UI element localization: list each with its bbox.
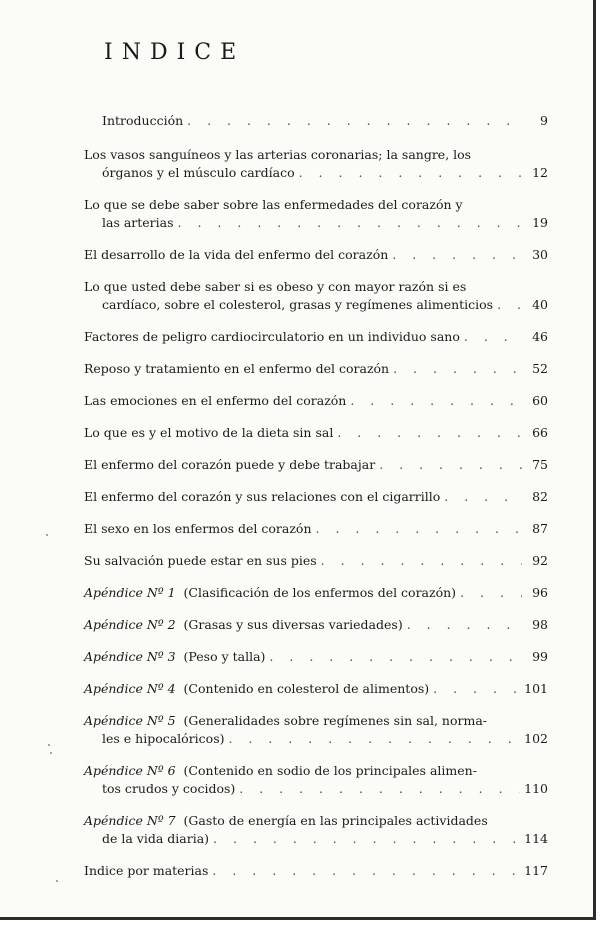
toc-entry-title: Factores de peligro cardiocirculatorio en un individuo sano	[84, 329, 460, 344]
toc-entry-title: Introducción	[102, 113, 184, 128]
toc-entry-page: 102	[524, 731, 548, 746]
toc-appendix-entry	[84, 584, 548, 602]
toc-entry-title: (Clasificación de los enfermos del corazón)	[183, 585, 457, 600]
toc-entry	[84, 392, 548, 410]
appendix-label: Apéndice Nº 4	[84, 681, 176, 696]
toc-entry-title-line1: (Gasto de energía en las principales actividades	[183, 813, 488, 828]
toc-appendix-entry	[84, 680, 548, 698]
appendix-label: Apéndice Nº 1	[84, 585, 176, 600]
appendix-label: Apéndice Nº 3	[84, 649, 176, 664]
toc-entry-page: 101	[524, 681, 548, 696]
appendix-label: Apéndice Nº 7	[84, 813, 176, 828]
toc-entry	[84, 520, 548, 538]
toc-entry	[84, 552, 548, 570]
toc-entry-page: 52	[532, 361, 548, 376]
toc-entry	[84, 862, 548, 880]
toc-entry-title: órganos y el músculo cardíaco	[102, 165, 295, 180]
toc-entry-page: 12	[532, 165, 548, 180]
toc-entry-page: 82	[532, 489, 548, 504]
toc-entry-title: (Grasas y sus diversas variedades)	[183, 617, 403, 632]
toc-entry	[84, 196, 548, 232]
toc-entry-title-line1: Lo que se debe saber sobre las enfermedades del corazón y	[84, 197, 463, 212]
page-title: INDICE	[104, 40, 246, 65]
toc-appendix-entry	[84, 712, 548, 748]
toc-entry-title: Reposo y tratamiento en el enfermo del corazón	[84, 361, 390, 376]
paper-speck	[56, 880, 58, 882]
toc-entry-title-line1: (Contenido en sodio de los principales alimen-	[183, 763, 477, 778]
toc-entry	[84, 360, 548, 378]
toc-entry-title: les e hipocalóricos)	[102, 731, 225, 746]
toc-entry-title: las arterias	[102, 215, 174, 230]
toc-entry	[84, 424, 548, 442]
toc-entry-title-line1: Lo que usted debe saber si es obeso y con mayor razón si es	[84, 279, 467, 294]
toc-entry	[84, 328, 548, 346]
toc-appendix-entry	[84, 616, 548, 634]
toc-entry-page: 92	[532, 553, 548, 568]
toc-entry-page: 117	[524, 863, 548, 878]
toc-entry-title: Su salvación puede estar en sus pies	[84, 553, 317, 568]
toc-entry-page: 9	[540, 113, 548, 128]
toc-entry	[84, 278, 548, 314]
paper-speck	[46, 534, 48, 536]
toc-entry-title: de la vida diaria)	[102, 831, 210, 846]
toc-entry-title-line1: (Generalidades sobre regímenes sin sal, norma-	[183, 713, 487, 728]
toc-entry-page: 75	[532, 457, 548, 472]
toc-entry-page: 99	[532, 649, 548, 664]
toc-entry-page: 98	[532, 617, 548, 632]
paper-speck	[48, 744, 50, 746]
toc-entry-page: 87	[532, 521, 548, 536]
toc-entry-title: El sexo en los enfermos del corazón	[84, 521, 312, 536]
toc-entry-page: 96	[532, 585, 548, 600]
toc-entry-title: cardíaco, sobre el colesterol, grasas y regímenes alimenticios	[102, 297, 494, 312]
toc-appendix-entry	[84, 648, 548, 666]
table-of-contents	[84, 112, 548, 894]
paper-speck	[50, 752, 52, 754]
toc-entry-page: 30	[532, 247, 548, 262]
toc-entry-title: El enfermo del corazón puede y debe trabajar	[84, 457, 376, 472]
toc-entry-title: Lo que es y el motivo de la dieta sin sal	[84, 425, 334, 440]
toc-appendix-entry	[84, 812, 548, 848]
toc-entry	[84, 146, 548, 182]
appendix-label: Apéndice Nº 6	[84, 763, 176, 778]
toc-entry	[84, 246, 548, 264]
toc-entry-title: El enfermo del corazón y sus relaciones con el cigarrillo	[84, 489, 441, 504]
toc-entry-page: 60	[532, 393, 548, 408]
toc-entry	[84, 456, 548, 474]
toc-entry-page: 46	[532, 329, 548, 344]
toc-entry-title: Las emociones en el enfermo del corazón	[84, 393, 347, 408]
toc-entry-title: Indice por materias	[84, 863, 209, 878]
toc-appendix-entry	[84, 762, 548, 798]
toc-entry-page: 40	[532, 297, 548, 312]
toc-entry-title: tos crudos y cocidos)	[102, 781, 236, 796]
toc-entry	[84, 488, 548, 506]
toc-entry-title: (Contenido en colesterol de alimentos)	[183, 681, 430, 696]
appendix-label: Apéndice Nº 2	[84, 617, 176, 632]
toc-entry-page: 114	[524, 831, 548, 846]
toc-entry-page: 19	[532, 215, 548, 230]
toc-entry	[84, 112, 548, 130]
toc-entry-page: 110	[524, 781, 548, 796]
toc-entry-page: 66	[532, 425, 548, 440]
appendix-label: Apéndice Nº 5	[84, 713, 176, 728]
toc-entry-title: (Peso y talla)	[183, 649, 266, 664]
toc-entry-title: El desarrollo de la vida del enfermo del corazón	[84, 247, 389, 262]
toc-entry-title-line1: Los vasos sanguíneos y las arterias coronarias; la sangre, los	[84, 147, 472, 162]
